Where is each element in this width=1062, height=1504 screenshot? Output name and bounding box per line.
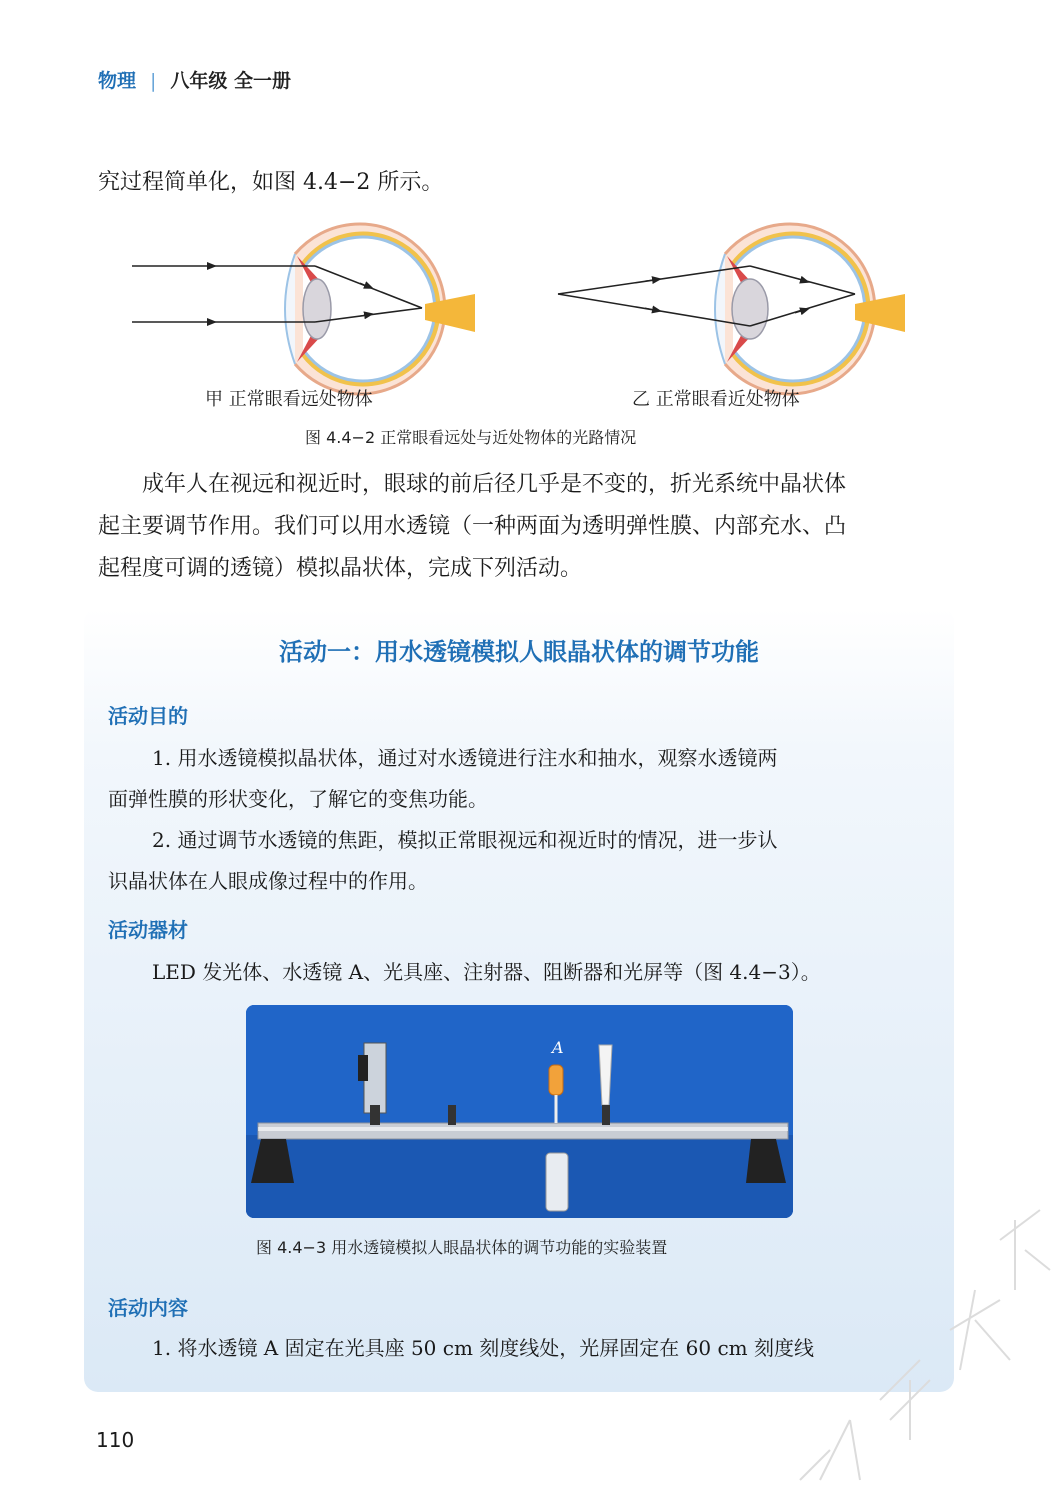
figure-caption-4-4-2: 图 4.4−2 正常眼看远处与近处物体的光路情况: [305, 428, 637, 447]
materials-text: LED 发光体、水透镜 A、光具座、注射器、阻断器和光屏等（图 4.4−3）。: [152, 960, 821, 984]
eye-a-far: [285, 224, 475, 394]
content-heading: 活动内容: [108, 1296, 188, 1320]
purpose-1-line-1: 1. 用水透镜模拟晶状体，通过对水透镜进行注水和抽水，观察水透镜两: [152, 746, 778, 770]
apparatus-photo: [246, 1005, 793, 1218]
page-number: 110: [96, 1428, 135, 1452]
publisher-watermark: [760, 1180, 1060, 1500]
figure-label-b: 乙 正常眼看近处物体: [632, 389, 800, 410]
body-line-2: 起主要调节作用。我们可以用水透镜（一种两面为透明弹性膜、内部充水、凸: [98, 514, 847, 539]
purpose-2-line-1: 2. 通过调节水透镜的焦距，模拟正常眼视远和视近时的情况，进一步认: [152, 828, 778, 852]
activity-title: 活动一：用水透镜模拟人眼晶状体的调节功能: [279, 637, 759, 666]
header-subject: 物理: [98, 70, 137, 92]
purpose-1-line-2: 面弹性膜的形状变化，了解它的变焦功能。: [108, 787, 488, 811]
header-separator: |: [150, 70, 157, 92]
content-1: 1. 将水透镜 A 固定在光具座 50 cm 刻度线处，光屏固定在 60 cm 刻度线: [152, 1336, 814, 1360]
figure-caption-4-4-3: 图 4.4−3 用水透镜模拟人眼晶状体的调节功能的实验装置: [256, 1238, 668, 1257]
body-line-3: 起程度可调的透镜）模拟晶状体，完成下列活动。: [98, 556, 583, 581]
body-line-1: 成年人在视远和视近时，眼球的前后径几乎是不变的，折光系统中晶状体: [142, 472, 847, 497]
header-grade: 八年级 全一册: [170, 70, 292, 92]
eye-diagram-figure: [120, 214, 940, 414]
figure-label-a: 甲 正常眼看远处物体: [205, 389, 373, 410]
running-header: [98, 66, 291, 93]
photo-label-a: A: [552, 1038, 564, 1057]
purpose-heading: 活动目的: [108, 704, 188, 728]
eye-b-near: [715, 224, 905, 394]
materials-heading: 活动器材: [108, 918, 188, 942]
intro-text: 究过程简单化，如图 4.4−2 所示。: [98, 170, 444, 195]
purpose-2-line-2: 识晶状体在人眼成像过程中的作用。: [108, 869, 428, 893]
